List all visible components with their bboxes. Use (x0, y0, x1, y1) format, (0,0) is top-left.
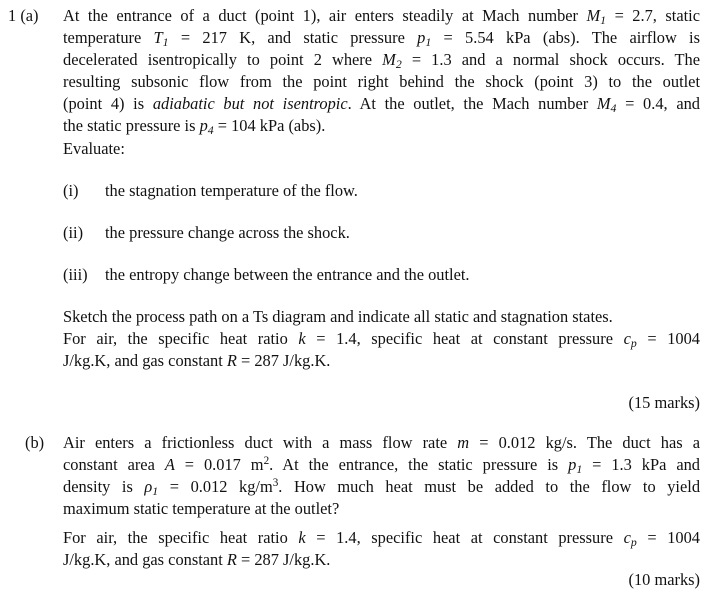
task-number: (i) (63, 181, 79, 200)
task-text: the entropy change between the entrance and the outlet. (105, 265, 470, 284)
task-number: (iii) (63, 265, 88, 284)
evaluate-label: Evaluate: (63, 139, 125, 158)
part-a-label: (a) (20, 6, 39, 25)
question-label (8, 5, 39, 27)
task-number: (ii) (63, 223, 84, 242)
part-a-marks: (15 marks) (628, 393, 700, 412)
sketch-instruction: Sketch the process path on a Ts diagram and indicate all static and stagnation states. (63, 307, 613, 326)
task-text: the pressure change across the shock. (105, 223, 350, 242)
task-text: the stagnation temperature of the flow. (105, 181, 358, 200)
question-number: 1 (8, 6, 17, 25)
part-b-label: (b) (25, 433, 45, 452)
part-b-marks: (10 marks) (628, 570, 700, 589)
